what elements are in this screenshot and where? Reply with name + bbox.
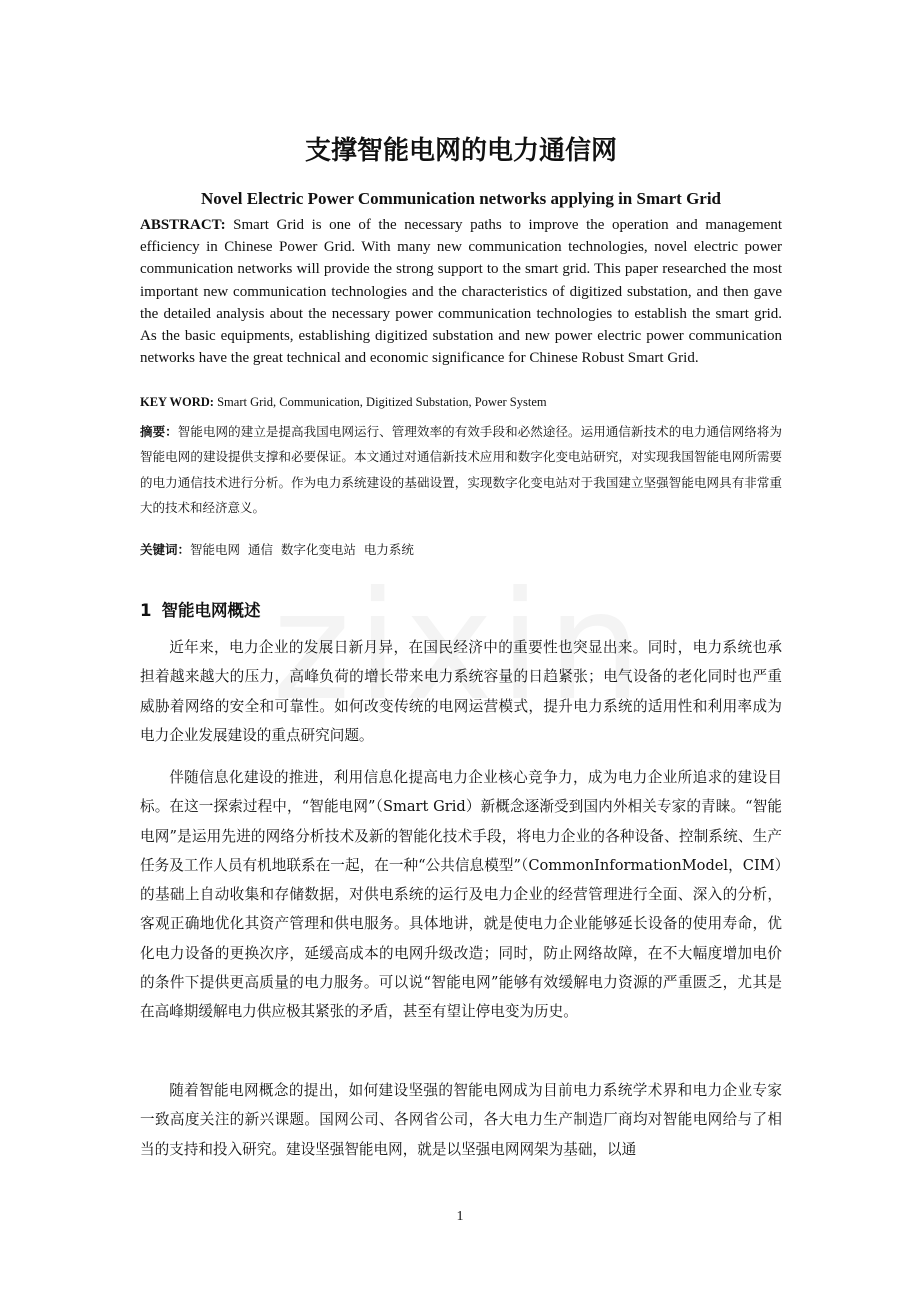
chinese-abstract	[140, 419, 782, 520]
keywords-en: Smart Grid, Communication, Digitized Substation, Power System	[217, 395, 547, 409]
section-title: 智能电网概述	[161, 601, 261, 620]
abstract-label: ABSTRACT:	[140, 217, 226, 233]
section-heading	[140, 597, 782, 625]
body-paragraph: 近年来，电力企业的发展日新月异，在国民经济中的重要性也突显出来。同时，电力系统也承担着越来越大的压力，高峰负荷的增长带来电力系统容量的日趋紧张；电气设备的老化同时也严重威胁着网络的安全和可靠性。如何改变传统的电网运营模式，提升电力系统的适用性和利用率成为电力企业发展建设的重点研究问题。	[140, 639, 782, 744]
page-title: 支撑智能电网的电力通信网	[304, 136, 617, 166]
abstract-text: Smart Grid is one of the necessary paths to improve the operation and management efficiency in Chinese Power Grid. With many new communication technologies, novel electric power communication networks will provide the strong support to the smart grid. This paper researched the most important new communication technologies and the characteristics of digitized substation, and then gave the detailed analysis about the necessary power communication technologies to establish the smart grid. As the basic equipments, establishing digitized substation and new power electric power communication networks have the great technical and economic significance for Chinese Robust Smart Grid.	[140, 217, 782, 367]
body-paragraph: 伴随信息化建设的推进，利用信息化提高电力企业核心竞争力，成为电力企业所追求的建设目标。在这一探索过程中，“智能电网”（Smart Grid）新概念逐渐受到国内外相关专家的青睐。“智能电网”是运用先进的网络分析技术及新的智能化技术手段，将电力企业的各种设备、控制系统、生产任务及工作人员有机地联系在一起，在一种“公共信息模型”（CommonInformationModel，CIM）的基础上自动收集和存储数据，对供电系统的运行及电力企业的经营管理进行全面、深入的分析，客观正确地优化其资产管理和供电服务。具体地讲，就是使电力企业能够延长设备的使用寿命，优化电力设备的更换次序，延缓高成本的电网升级改造；同时，防止网络故障，在不大幅度增加电价的条件下提供更高质量的电力服务。可以说“智能电网”能够有效缓解电力资源的严重匮乏，尤其是在高峰期缓解电力供应极其紧张的矛盾，甚至有望让停电变为历史。	[140, 769, 782, 1021]
abstract-cn-text: 智能电网的建立是提高我国电网运行、管理效率的有效手段和必然途径。运用通信新技术的电力通信网络将为智能电网的建设提供支撑和必要保证。本文通过对通信新技术应用和数字化变电站研究，对实现我国智能电网所需要的电力通信技术进行分析。作为电力系统建设的基础设置，实现数字化变电站对于我国建立坚强智能电网具有非常重大的技术和经济意义。	[140, 424, 782, 515]
abstract-label-cn: 摘要：	[140, 424, 178, 439]
keywords-cn: 智能电网 通信 数字化变电站 电力系统	[190, 542, 414, 557]
body-paragraph: 随着智能电网概念的提出，如何建设坚强的智能电网成为目前电力系统学术界和电力企业专家一致高度关注的新兴课题。国网公司、各网省公司，各大电力生产制造厂商均对智能电网给与了相当的支持和投入研究。建设坚强智能电网，就是以坚强电网网架为基础，以通	[140, 1082, 782, 1158]
page-number: 1	[456, 1209, 464, 1224]
keyword-label-en: KEY WORD:	[140, 395, 214, 409]
english-abstract	[140, 214, 782, 369]
chinese-keywords	[140, 537, 782, 562]
english-title: Novel Electric Power Communication networks applying in Smart Grid	[200, 189, 722, 208]
english-keywords	[140, 393, 782, 411]
section-number: 1	[140, 601, 152, 620]
keyword-label-cn: 关键词：	[140, 542, 191, 557]
